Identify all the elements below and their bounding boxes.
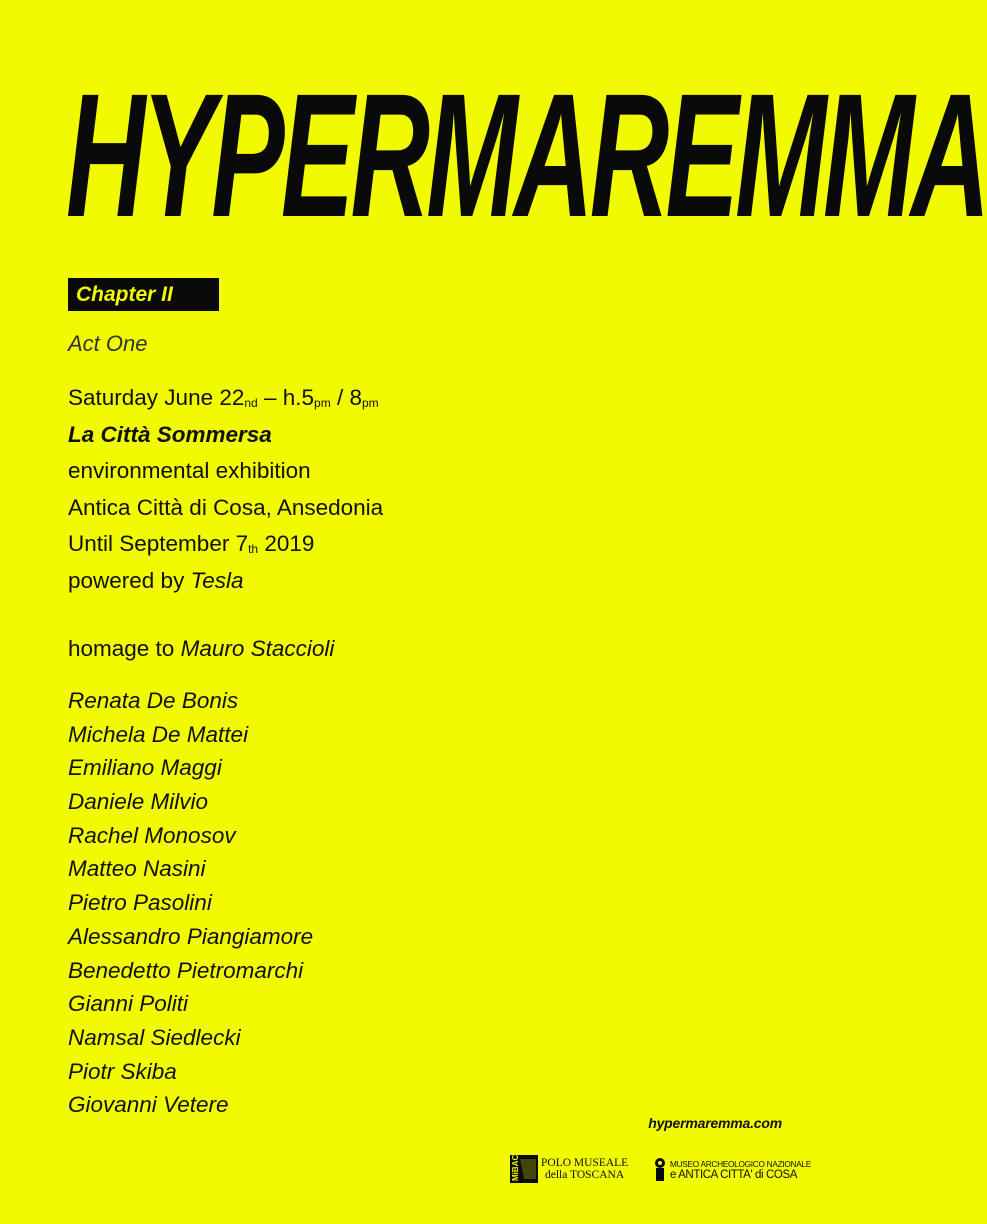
homage-prefix: homage to (68, 636, 181, 661)
homage-line (68, 633, 334, 665)
artist-name: Namsal Siedlecki (68, 1024, 241, 1050)
polo-museale-text (541, 1157, 628, 1181)
artist-name: Giovanni Vetere (68, 1092, 229, 1118)
artist-name: Daniele Milvio (68, 789, 209, 815)
event-location: Antica Città di Cosa, Ansedonia (68, 494, 384, 520)
event-date-time (68, 380, 383, 417)
event-info (68, 380, 383, 599)
event-time-start: – h.5 (257, 385, 315, 410)
artist-name: Piotr Skiba (68, 1058, 177, 1084)
artist-list (68, 684, 313, 1122)
museo-cosa-logo (652, 1156, 811, 1184)
homage-name: Mauro Staccioli (180, 636, 335, 661)
artist-name: Michela De Mattei (68, 721, 249, 747)
event-description: environmental exhibition (68, 458, 311, 483)
artist-name: Emiliano Maggi (68, 755, 222, 781)
time-pm-2: pm (361, 396, 379, 410)
powered-prefix: powered by (68, 567, 191, 593)
act-label: Act One (68, 331, 148, 356)
artist-name: Renata De Bonis (68, 688, 239, 713)
artist-name: Pietro Pasolini (68, 890, 212, 916)
chapter-label: Chapter II (68, 278, 219, 311)
artist-name: Alessandro Piangiamore (68, 923, 314, 949)
artist-name: Gianni Politi (68, 991, 189, 1017)
time-pm-1: pm (314, 396, 331, 410)
museo-cosa-text (670, 1159, 811, 1182)
event-until (68, 526, 383, 563)
artist-name: Rachel Monosov (68, 822, 236, 848)
sponsor-name: Tesla (190, 567, 244, 593)
museo-cosa-logo-icon (652, 1157, 668, 1183)
poster-title: HYPERMAREMMA (66, 58, 987, 254)
website-link[interactable]: hypermaremma.com (648, 1115, 782, 1131)
work-title: La Città Sommersa (68, 421, 272, 447)
until-ordinal: th (248, 542, 259, 556)
polo-line-2: della TOSCANA (545, 1169, 625, 1181)
museo-line-2: e ANTICA CITTA' di COSA (670, 1168, 797, 1181)
artist-name: Matteo Nasini (68, 856, 206, 882)
event-time-end: / 8 (330, 385, 362, 410)
artist-name: Benedetto Pietromarchi (68, 957, 304, 983)
event-date: Saturday June 22 (68, 385, 245, 410)
polo-line-1: POLO MUSEALE (541, 1157, 629, 1169)
until-date: Until September 7 (68, 531, 249, 556)
museo-line-1: MUSEO ARCHEOLOGICO NAZIONALE (670, 1158, 811, 1169)
polo-museale-logo (510, 1154, 628, 1184)
polo-museale-logo-icon (510, 1155, 538, 1183)
powered-by (68, 563, 383, 600)
svg-text:MiBAC: MiBAC (511, 1154, 520, 1181)
date-ordinal: nd (244, 396, 258, 410)
until-year: 2019 (258, 531, 315, 556)
